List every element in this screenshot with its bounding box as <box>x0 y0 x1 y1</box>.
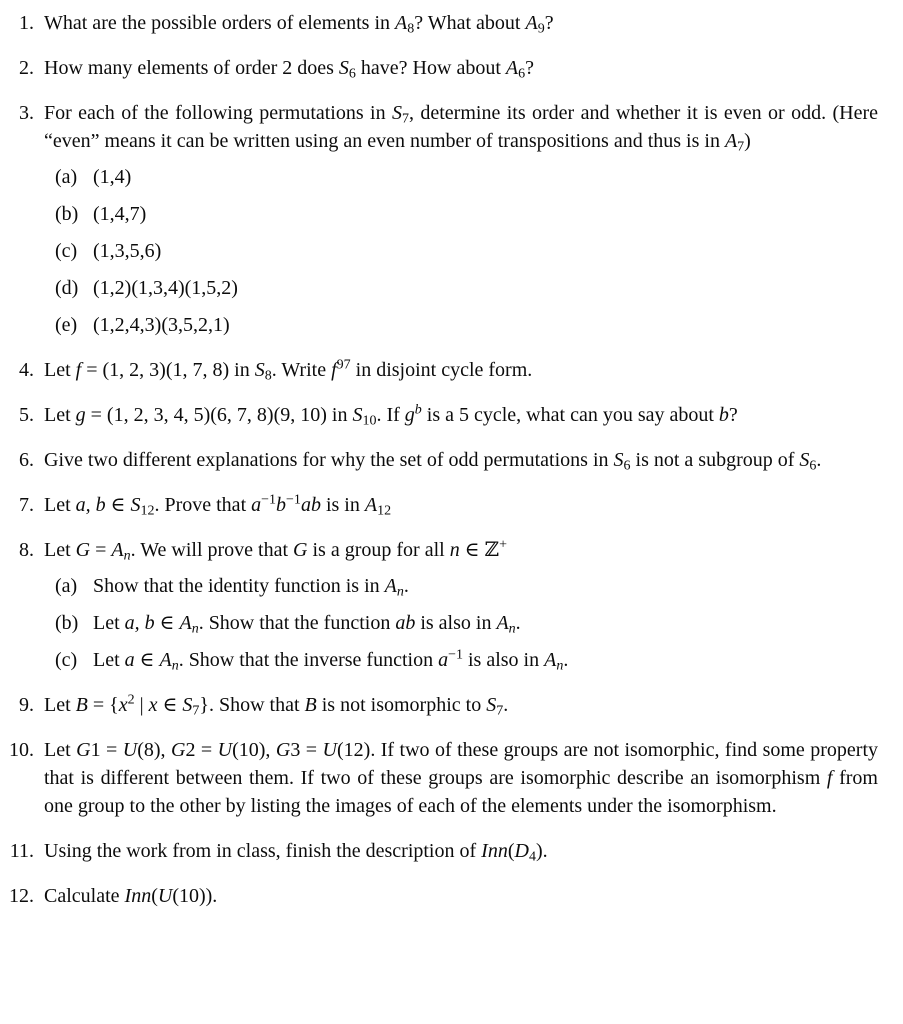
problem-item <box>0 491 878 519</box>
subproblem-list <box>55 163 878 339</box>
subproblem-item <box>55 274 878 302</box>
problem-text: Let G1 = U(8), G2 = U(10), G3 = U(12). If two of these groups are not isomorphic, find some property that is different between them. If two of these groups are isomorphic describe an isomorphism f from one group to the other by listing the images of each of the elements under the isomorphism. <box>44 739 879 817</box>
subproblem-text: (1,4,7) <box>93 203 147 225</box>
subproblem-label: (b) <box>55 203 79 225</box>
problem-number: 2. <box>19 57 34 79</box>
problem-text: How many elements of order 2 does $S_6$ have? How about $A_6$? <box>44 57 534 82</box>
problem-number: 12. <box>9 885 34 907</box>
subproblem-item <box>55 646 878 674</box>
problem-text: Using the work from in class, finish the description of $Inn(D_4)$. <box>44 840 548 865</box>
subproblem-item <box>55 311 878 339</box>
problem-number: 10. <box>9 739 34 761</box>
problem-text: For each of the following permutations in $S_7$, determine its order and whether it is even or odd. (Here “even” means it can be written using an even number of transpositions and thus is in $A_7$) <box>44 102 878 155</box>
problem-body <box>44 491 878 519</box>
problem-item <box>0 691 878 719</box>
subproblem-text: Show that the identity function is in $A_n$. <box>93 575 409 600</box>
problem-number: 3. <box>19 102 34 124</box>
problem-text: Let a, b ∈ $S_{12}$. Prove that $a^{-1}b^{-1}ab$ is in $A_{12}$ <box>44 492 392 519</box>
problem-body <box>44 837 878 865</box>
subproblem-text: (1,2)(1,3,4)(1,5,2) <box>93 277 238 299</box>
problem-item <box>0 446 878 474</box>
problem-number: 6. <box>19 449 34 471</box>
subproblem-text: Let a, b ∈ $A_n$. Show that the function ab is also in $A_n$. <box>93 612 521 637</box>
problem-item <box>0 882 878 910</box>
subproblem-item <box>55 572 878 600</box>
subproblem-text: (1,4) <box>93 166 132 188</box>
problem-text: Calculate Inn(U(10)). <box>44 885 218 907</box>
subproblem-list <box>55 572 878 674</box>
problem-number: 1. <box>19 12 34 34</box>
subproblem-label: (c) <box>55 649 78 671</box>
problem-body <box>44 401 878 429</box>
problem-number: 9. <box>19 694 34 716</box>
problem-number: 11. <box>9 840 34 862</box>
subproblem-item <box>55 609 878 637</box>
problem-text: Give two different explanations for why the set of odd permutations in $S_6$ is not a subgroup of $S_6$. <box>44 449 822 474</box>
problem-item <box>0 99 878 339</box>
subproblem-item <box>55 163 878 191</box>
problem-number: 8. <box>19 539 34 561</box>
problem-number: 7. <box>19 494 34 516</box>
problem-body <box>44 99 878 339</box>
problem-text: Let g = (1, 2, 3, 4, 5)(6, 7, 8)(9, 10) in $S_{10}$. If $g^b$ is a 5 cycle, what can you say about b? <box>44 402 738 429</box>
problem-body <box>44 882 878 910</box>
problem-body <box>44 691 878 719</box>
problem-body <box>44 9 878 37</box>
problem-text: Let $G = A_n$. We will prove that G is a group for all n ∈ ℤ+ <box>44 537 507 564</box>
problem-item <box>0 837 878 865</box>
problem-body <box>44 54 878 82</box>
problem-item <box>0 54 878 82</box>
problem-number: 5. <box>19 404 34 426</box>
subproblem-text: Let a ∈ $A_n$. Show that the inverse function $a^{-1}$ is also in $A_n$. <box>93 647 569 674</box>
subproblem-label: (e) <box>55 314 78 336</box>
subproblem-label: (a) <box>55 575 78 597</box>
problem-item <box>0 736 878 820</box>
problem-body <box>44 736 878 820</box>
problem-item <box>0 401 878 429</box>
problem-list <box>0 9 878 910</box>
problem-number: 4. <box>19 359 34 381</box>
subproblem-item <box>55 200 878 228</box>
subproblem-label: (d) <box>55 277 79 299</box>
problem-body <box>44 356 878 384</box>
subproblem-text: (1,2,4,3)(3,5,2,1) <box>93 314 230 336</box>
subproblem-item <box>55 237 878 265</box>
subproblem-text: (1,3,5,6) <box>93 240 162 262</box>
problem-item <box>0 536 878 674</box>
problem-body <box>44 446 878 474</box>
problem-text: Let f = (1, 2, 3)(1, 7, 8) in $S_8$. Write $f^{97}$ in disjoint cycle form. <box>44 357 533 384</box>
subproblem-label: (a) <box>55 166 78 188</box>
problem-item <box>0 9 878 37</box>
problem-item <box>0 356 878 384</box>
subproblem-label: (c) <box>55 240 78 262</box>
problem-text: Let $B = \{x^2$ | x ∈ $S_7$}. Show that B is not isomorphic to $S_7$. <box>44 692 509 719</box>
problem-text: What are the possible orders of elements in $A_8$? What about $A_9$? <box>44 12 554 37</box>
subproblem-label: (b) <box>55 612 79 634</box>
problem-body <box>44 536 878 674</box>
